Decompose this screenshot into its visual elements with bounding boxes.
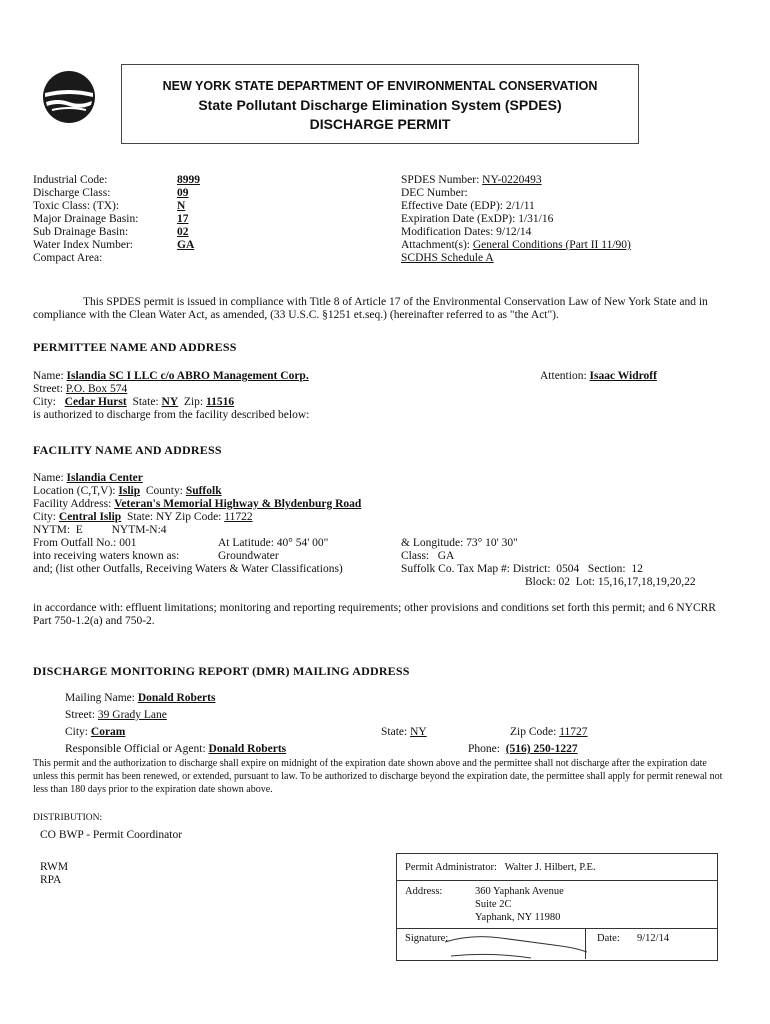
- attention-name: Isaac Widroff: [589, 370, 657, 382]
- zip-label: Zip:: [183, 396, 204, 408]
- dmr-street-label: Street:: [65, 709, 96, 721]
- schedule-link: SCDHS Schedule A: [401, 252, 494, 264]
- code-value: GA: [177, 239, 195, 251]
- code-label: Discharge Class:: [33, 187, 111, 199]
- facility-heading: FACILITY NAME AND ADDRESS: [33, 443, 222, 457]
- dmr-city-label: City:: [65, 726, 89, 738]
- header-program: State Pollutant Discharge Elimination System (SPDES): [198, 97, 562, 113]
- facility-zip: 11722: [224, 511, 253, 523]
- attachments-value: General Conditions (Part II 11/90): [472, 239, 631, 251]
- code-label: Water Index Number:: [33, 239, 133, 251]
- spdes-label: SPDES Number:: [401, 174, 480, 186]
- dmr-zip-label: Zip Code:: [510, 726, 557, 738]
- authorized-text: is authorized to discharge from the facility described below:: [33, 409, 310, 421]
- attention-label: Attention:: [540, 370, 587, 382]
- expiration-date: Expiration Date (ExDP): 1/31/16: [401, 213, 554, 225]
- distribution-item: RWM: [40, 861, 69, 873]
- phone-label: Phone:: [468, 743, 500, 755]
- administrator-box: [396, 853, 718, 961]
- official-label: Responsible Official or Agent:: [65, 743, 206, 755]
- code-value: N: [177, 200, 186, 212]
- mailing-name: Donald Roberts: [137, 692, 216, 704]
- code-label: Sub Drainage Basin:: [33, 226, 129, 238]
- facility-name: Islandia Center: [66, 472, 143, 484]
- intro-paragraph: This SPDES permit is issued in compliance with Title 8 of Article 17 of the Environmental Conservation Law of New York State and in compliance with the Clean Water Act, as amended, (33 U.S.C. §1251 et.seq.) (hereinafter referred to as "the Act").: [33, 296, 708, 321]
- signed-date: 9/12/14: [637, 933, 670, 944]
- permittee-name-label: Name:: [33, 370, 64, 382]
- signature-label: Signature:: [405, 933, 449, 944]
- official-name: Donald Roberts: [208, 743, 287, 755]
- dmr-street: 39 Grady Lane: [97, 709, 167, 721]
- spdes-number: NY-0220493: [482, 174, 542, 186]
- dmr-state: NY: [410, 726, 427, 738]
- distribution-heading: DISTRIBUTION:: [33, 813, 103, 823]
- facility-city-label: City:: [33, 511, 57, 523]
- permittee-zip: 11516: [205, 396, 235, 408]
- facility-address-label: Facility Address:: [33, 498, 112, 510]
- signature-mark: [441, 930, 591, 960]
- tax-map: Suffolk Co. Tax Map #: District: 0504 Section: 12: [401, 563, 643, 575]
- admin-address-label: Address:: [405, 886, 443, 897]
- dmr-zip: 11727: [559, 726, 588, 738]
- city-label: City:: [33, 396, 57, 408]
- dmr-city: Coram: [90, 726, 126, 738]
- distribution-item: RPA: [40, 874, 62, 886]
- facility-state-zip-label: State: NY Zip Code:: [126, 511, 222, 523]
- location-label: Location (C,T,V):: [33, 485, 116, 497]
- block-lot: Block: 02 Lot: 15,16,17,18,19,20,22: [525, 576, 696, 588]
- header-box: [121, 64, 639, 144]
- code-value: 8999: [177, 174, 200, 186]
- permittee-street: P.O. Box 574: [65, 383, 128, 395]
- admin-name: Walter J. Hilbert, P.E.: [504, 862, 596, 873]
- code-label: Industrial Code:: [33, 174, 108, 186]
- dec-logo-icon: [42, 70, 96, 124]
- mailing-name-label: Mailing Name:: [65, 692, 135, 704]
- dmr-heading: DISCHARGE MONITORING REPORT (DMR) MAILING ADDRESS: [33, 664, 410, 678]
- admin-address-line: 360 Yaphank Avenue: [475, 886, 564, 897]
- permittee-name: Islandia SC I LLC c/o ABRO Management Corp.: [66, 370, 309, 382]
- expiration-notice: This permit and the authorization to discharge shall expire on midnight of the expiration date shown above and the permittee shall not discharge after the expiration date unless this permit has been renewed, or extended, pursuant to law. To be authorized to discharge beyond the expiration date, the permittee shall apply for permit renewal not less than 180 days prior to the expiration date shown above.: [33, 758, 723, 795]
- effective-date: Effective Date (EDP): 2/1/11: [401, 200, 535, 212]
- distribution-item: CO BWP - Permit Coordinator: [40, 829, 183, 841]
- admin-address-line: Yaphank, NY 11980: [475, 912, 561, 923]
- facility-county: Suffolk: [185, 485, 222, 497]
- state-label: State:: [132, 396, 159, 408]
- permittee-city: Cedar Hurst: [64, 396, 127, 408]
- permittee-state: NY: [161, 396, 179, 408]
- receiving-waters: Groundwater: [218, 550, 279, 562]
- facility-address: Veteran's Memorial Highway & Blydenburg Road: [114, 498, 362, 510]
- modification-dates: Modification Dates: 9/12/14: [401, 226, 532, 238]
- date-label: Date:: [597, 933, 620, 944]
- code-label: Toxic Class: (TX):: [33, 200, 120, 212]
- longitude: & Longitude: 73° 10' 30": [401, 537, 518, 549]
- code-label: Compact Area:: [33, 252, 103, 264]
- code-value: 02: [177, 226, 189, 238]
- admin-label: Permit Administrator:: [405, 862, 497, 873]
- header-agency: NEW YORK STATE DEPARTMENT OF ENVIRONMENTAL CONSERVATION: [162, 79, 598, 93]
- outfall-number: From Outfall No.: 001: [33, 537, 137, 549]
- code-label: Major Drainage Basin:: [33, 213, 139, 225]
- phone-number: (516) 250-1227: [505, 743, 578, 755]
- attachments-label: Attachment(s):: [401, 239, 470, 251]
- facility-location: Islip: [118, 485, 141, 497]
- street-label: Street:: [33, 383, 64, 395]
- dmr-state-label: State:: [381, 726, 408, 738]
- code-value: 17: [177, 213, 189, 225]
- admin-address-line: Suite 2C: [475, 899, 512, 910]
- code-value: 09: [177, 187, 189, 199]
- header-title: DISCHARGE PERMIT: [309, 116, 451, 132]
- permittee-heading: PERMITTEE NAME AND ADDRESS: [33, 340, 237, 354]
- facility-city: Central Islip: [58, 511, 122, 523]
- water-class: Class: GA: [401, 550, 455, 562]
- facility-name-label: Name:: [33, 472, 64, 484]
- other-outfalls: and; (list other Outfalls, Receiving Waters & Water Classifications): [33, 563, 343, 575]
- nytm-coordinates: NYTM: E NYTM-N:4: [33, 524, 167, 536]
- county-label: County:: [145, 485, 183, 497]
- latitude: At Latitude: 40° 54' 00": [218, 537, 329, 549]
- accordance-text: in accordance with: effluent limitations; monitoring and reporting requirements; other provisions and conditions set forth this permit; and 6 NYCRR Part 750-1.2(a) and 750-2.: [33, 602, 716, 627]
- dec-number-label: DEC Number:: [401, 187, 468, 199]
- receiving-waters-label: into receiving waters known as:: [33, 550, 180, 562]
